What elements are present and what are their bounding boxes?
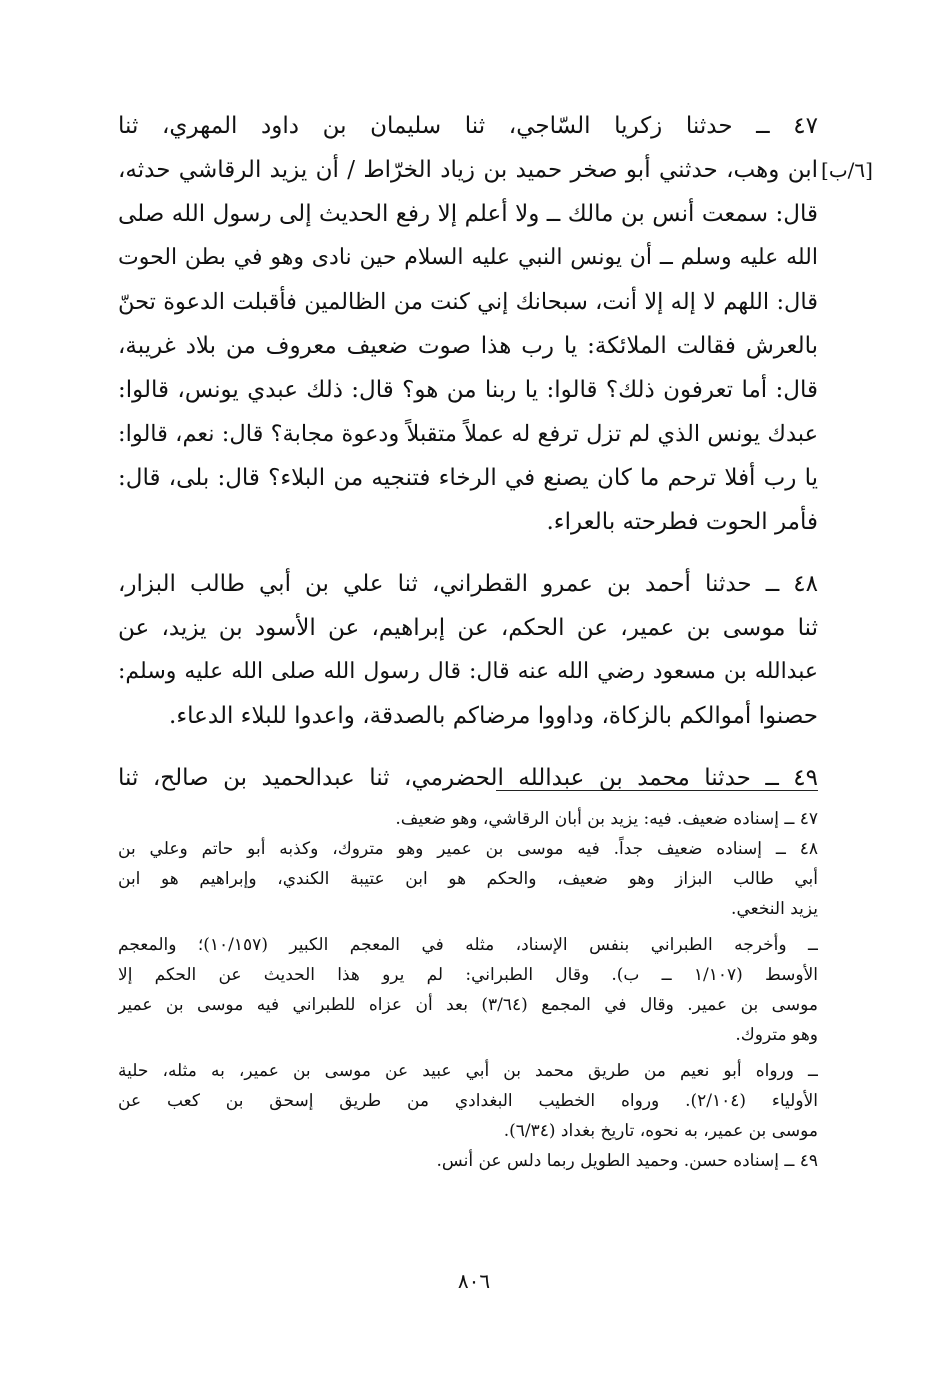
margin-folio-note: [٦/ب] <box>821 158 873 182</box>
footnote-separator-rule <box>496 790 818 791</box>
paragraph-gap <box>118 738 818 756</box>
footnote-48-line-4: ــ وأخرجه الطبراني بنفس الإسناد، مثله في المعجم الكبير (١٠/١٥٧)؛ والمعجم <box>118 935 818 955</box>
footnotes-section <box>118 804 818 1176</box>
hadith-47-line-7: قال: أما تعرفون ذلك؟ قالوا: يا ربنا من هو؟ قال: ذلك عبدي يونس، قالوا: <box>118 377 818 403</box>
hadith-47-line-10: فأمر الحوت فطرحته بالعراء. <box>546 509 818 535</box>
hadith-47-line-2: ابن وهب، حدثني أبو صخر حميد بن زياد الخرّاط / أن يزيد الرقاشي حدثه، <box>118 157 818 183</box>
footnote-49: ٤٩ ــ إسناده حسن. وحميد الطويل ربما دلس عن أنس. <box>436 1151 818 1171</box>
hadith-48-line-1: ٤٨ ــ حدثنا أحمد بن عمرو القطراني، ثنا علي بن أبي طالب البزار، <box>118 571 818 597</box>
footnote-48-line-10: موسى بن عمير، به نحوه، تاريخ بغداد (٦/٣٤). <box>503 1121 818 1141</box>
footnote-47: ٤٧ ــ إسناده ضعيف. فيه: يزيد بن أبان الرقاشي، وهو ضعيف. <box>395 809 818 829</box>
hadith-47-line-6: بالعرش فقالت الملائكة: يا رب هذا صوت ضعيف معروف من بلاد غريبة، <box>118 333 818 359</box>
hadith-47-line-8: عبدك يونس الذي لم تزل ترفع له عملاً متقبلاً ودعوة مجابة؟ قال: نعم، قالوا: <box>118 421 818 447</box>
footnote-48-line-2: أبي طالب البزاز وهو ضعيف، والحكم هو ابن عتيبة الكندي، وإبراهيم هو ابن <box>118 869 818 889</box>
footnote-48-line-6: موسى بن عمير. وقال في المجمع (٣/٦٤) بعد أن عزاه للطبراني فيه موسى بن عمير <box>118 995 818 1015</box>
hadith-47-line-9: يا رب أفلا ترحم ما كان يصنع في الرخاء فتنجيه من البلاء؟ قال: بلى، قال: <box>118 465 818 491</box>
hadith-47-line-1: ٤٧ ــ حدثنا زكريا السّاجي، ثنا سليمان بن داود المهري، ثنا <box>118 113 818 139</box>
footnote-48-line-5: الأوسط (١/١٠٧ ــ ب). وقال الطبراني: لم يرو هذا الحديث عن الحكم إلا <box>118 965 818 985</box>
paragraph-gap <box>118 544 818 562</box>
hadith-48-line-3: عبدالله بن مسعود رضي الله عنه قال: قال رسول الله صلى الله عليه وسلم: <box>118 659 818 684</box>
hadith-47-line-3: قال: سمعت أنس بن مالك ــ ولا أعلم إلا رفع الحديث إلى رسول الله صلى <box>118 201 818 227</box>
footnote-48-line-7: وهو متروك. <box>735 1025 818 1045</box>
footnote-48-line-9: الأولياء (٢/١٠٤). ورواه الخطيب البغدادي من طريق إسحق بن كعب عن <box>118 1091 818 1111</box>
hadith-47-line-4: الله عليه وسلم ــ أن يونس النبي عليه السلام حين نادى وهو في بطن الحوت <box>118 245 818 270</box>
hadith-47-line-5: قال: اللهم لا إله إلا أنت، سبحانك إني كنت من الظالمين فأقبلت الدعوة تحنّ <box>118 289 818 315</box>
footnote-48-line-1: ٤٨ ــ إسناده ضعيف جداً. فيه موسى بن عمير وهو متروك، وكذبه أبو حاتم وعلي بن <box>118 839 818 859</box>
hadith-48-line-2: ثنا موسى بن عمير، عن الحكم، عن إبراهيم، عن الأسود بن يزيد، عن <box>118 615 818 641</box>
hadith-48-line-4: حصنوا أموالكم بالزكاة، وداووا مرضاكم بالصدقة، واعدوا للبلاء الدعاء. <box>169 703 818 729</box>
page-number: ٨٠٦ <box>457 1269 491 1293</box>
main-text-body <box>118 104 818 800</box>
hadith-49-line-1: ٤٩ ــ حدثنا محمد بن عبدالله الحضرمي، ثنا عبدالحميد بن صالح، ثنا <box>118 765 818 791</box>
footnote-48-line-3: يزيد النخعي. <box>731 899 818 919</box>
footnote-48-line-8: ــ ورواه أبو نعيم من طريق محمد بن أبي عبيد عن موسى بن عمير، به مثله، حلية <box>118 1061 818 1081</box>
